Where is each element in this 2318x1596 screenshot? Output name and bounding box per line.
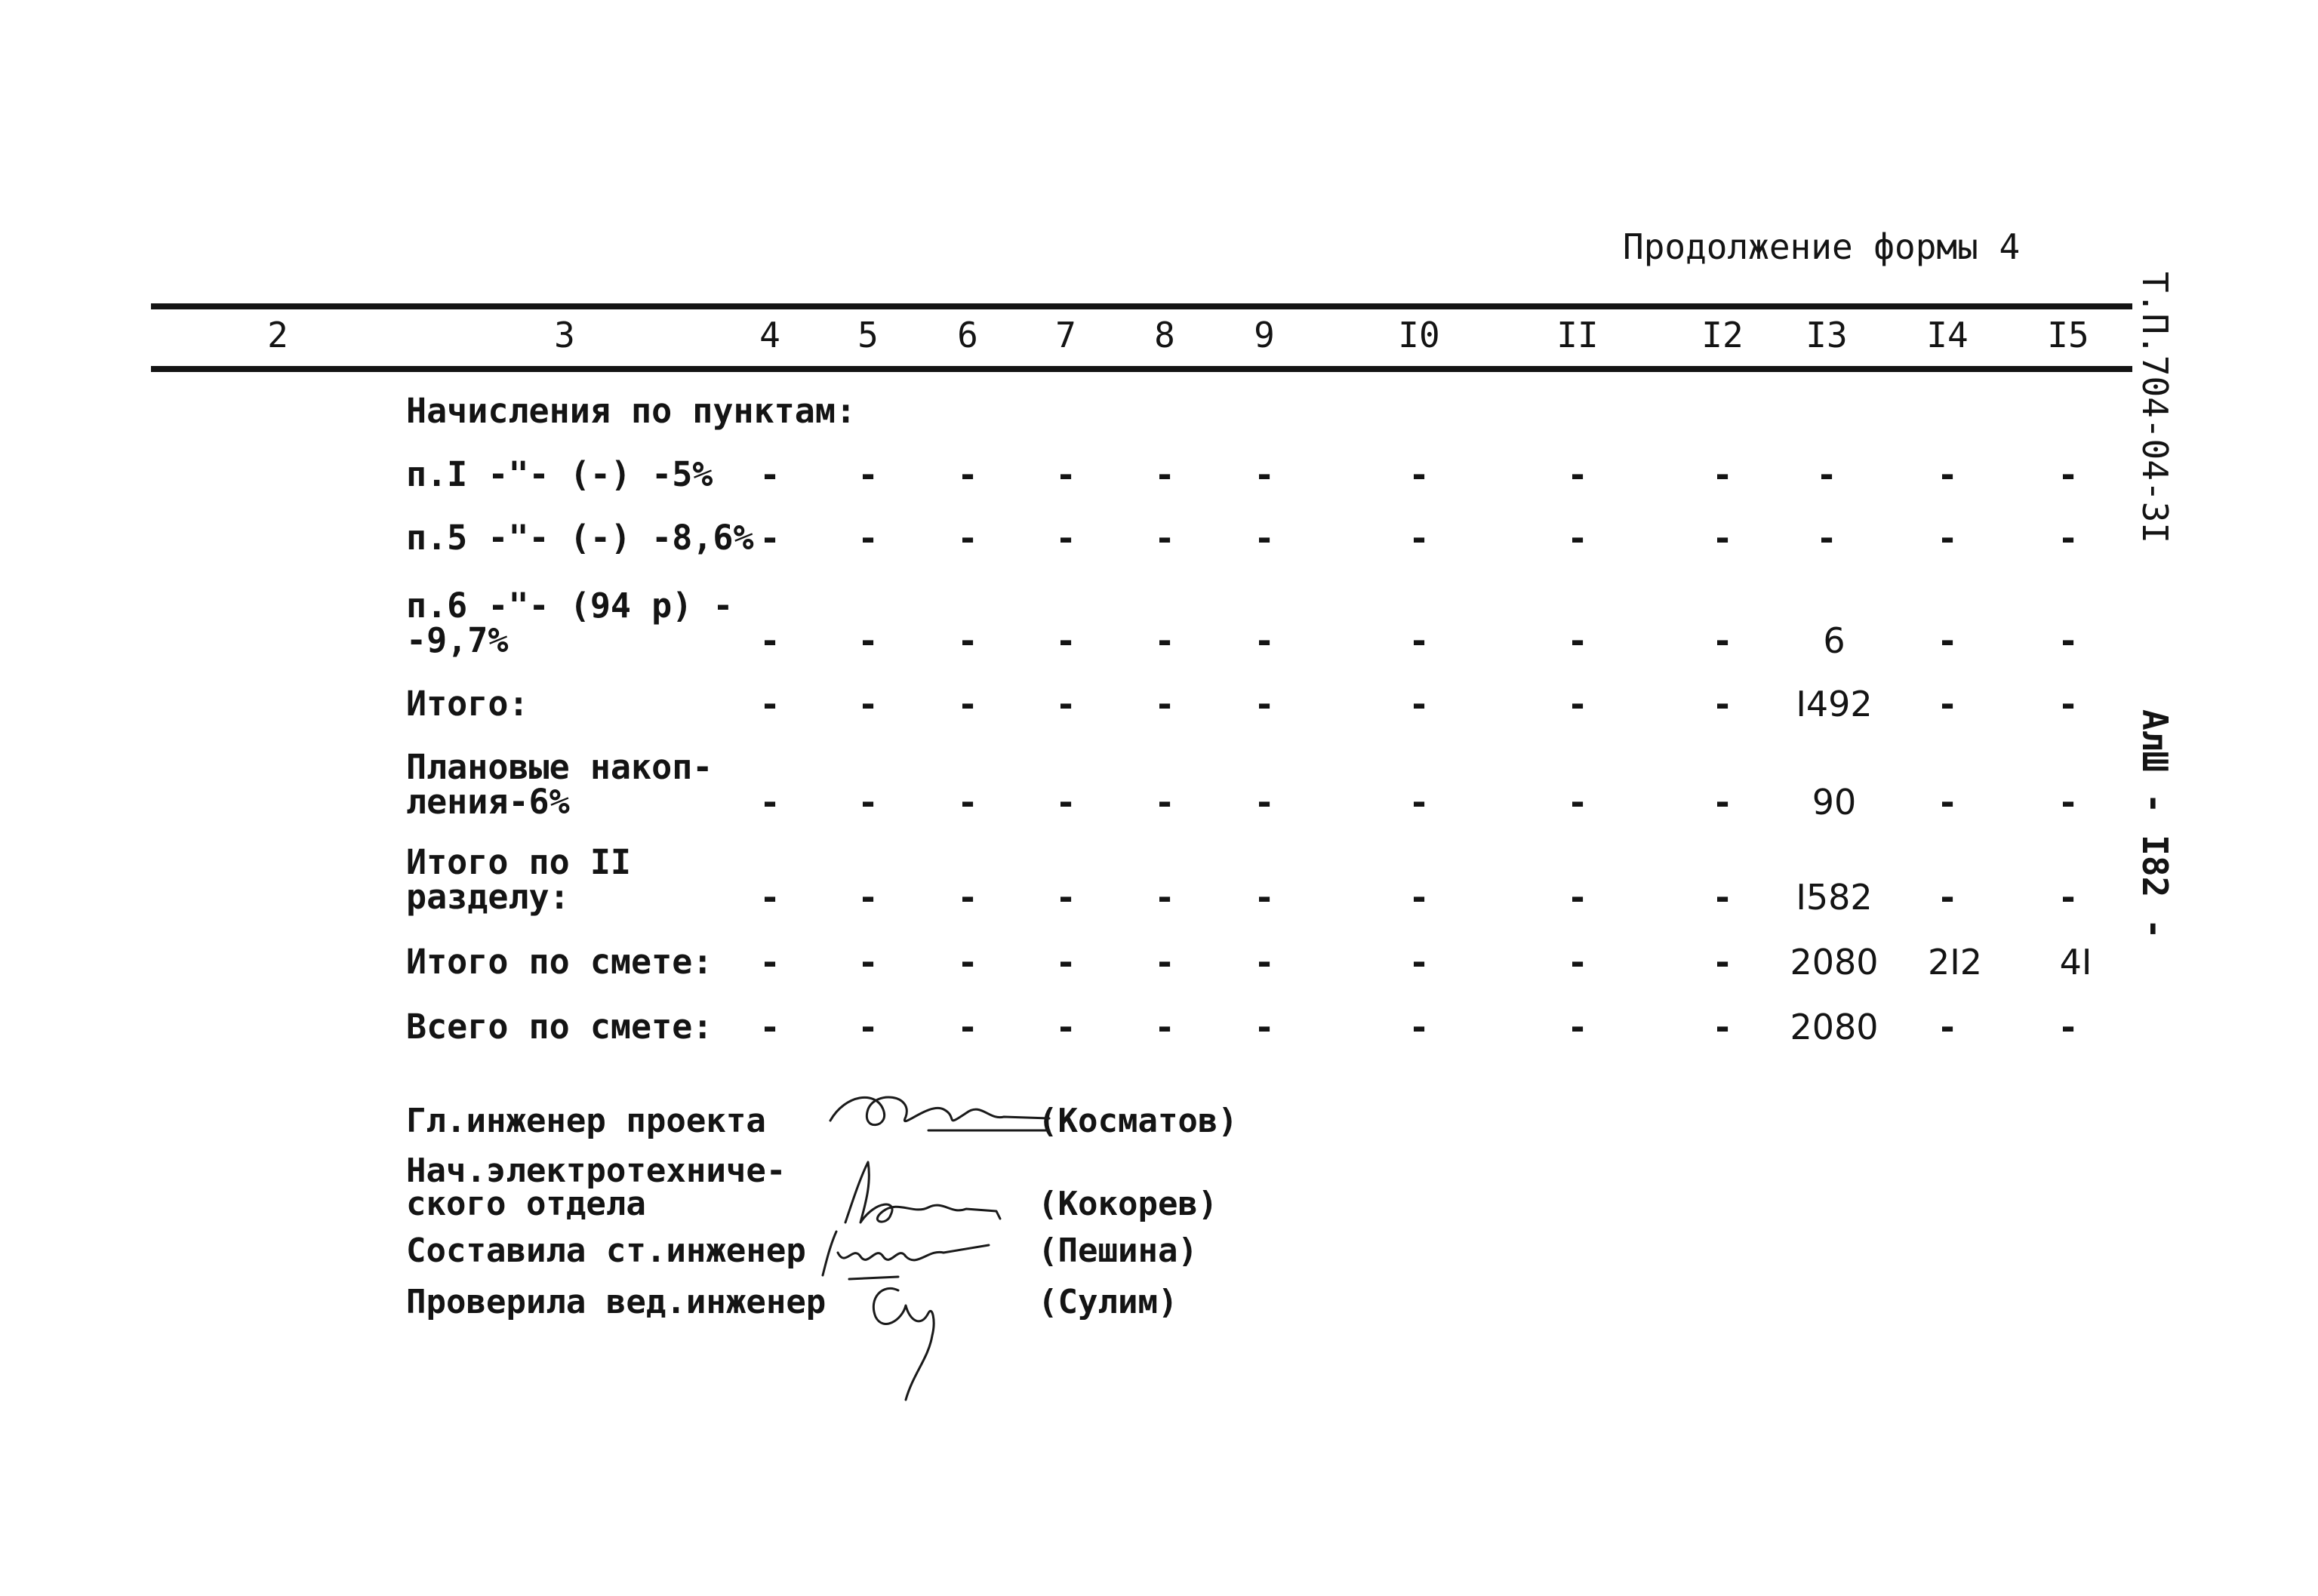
table-cell: - <box>1257 518 1272 558</box>
table-cell: 2080 <box>1790 1007 1879 1047</box>
signatory-role: Проверила вед.инженер <box>406 1283 827 1321</box>
signatory-name: (Пешина) <box>1038 1232 1198 1270</box>
table-cell: - <box>1411 518 1427 558</box>
table-cell: - <box>2061 877 2076 918</box>
table-cell: - <box>1940 782 1955 823</box>
table-cell: - <box>1058 942 1073 983</box>
table-cell: - <box>1715 942 1730 983</box>
table-cell: - <box>1058 782 1073 823</box>
table-cell: - <box>1157 454 1172 495</box>
table-cell: - <box>1157 942 1172 983</box>
table-cell: - <box>762 782 777 823</box>
table-cell: - <box>762 1007 777 1047</box>
table-cell: - <box>1819 518 1834 558</box>
signatory-name: (Кокорев) <box>1038 1185 1218 1223</box>
row-label: п.5 -"- (-) -8,6% <box>406 518 754 558</box>
table-cell: - <box>1157 620 1172 661</box>
table-cell: - <box>1411 877 1427 918</box>
column-header: II <box>1556 315 1599 355</box>
table-cell: - <box>2061 782 2076 823</box>
table-cell: - <box>1058 877 1073 918</box>
column-header: 5 <box>857 315 879 355</box>
table-cell: - <box>1257 684 1272 724</box>
table-cell: - <box>2061 1007 2076 1047</box>
table-cell: 2080 <box>1790 942 1879 983</box>
column-header: 6 <box>957 315 978 355</box>
table-cell: - <box>1411 454 1427 495</box>
table-cell: - <box>1257 620 1272 661</box>
table-cell: I582 <box>1796 877 1873 918</box>
row-label: п.I -"- (-) -5% <box>406 454 713 494</box>
side-album-code: АлШ - I82 - <box>2135 709 2175 939</box>
column-header: I5 <box>2047 315 2089 355</box>
table-cell: - <box>1157 877 1172 918</box>
table-cell: - <box>1257 1007 1272 1047</box>
table-cell: - <box>1157 684 1172 724</box>
table-cell: I492 <box>1796 684 1873 724</box>
table-cell: - <box>1570 877 1585 918</box>
table-cell: - <box>1257 877 1272 918</box>
table-cell: - <box>1411 782 1427 823</box>
signatory-name: (Сулим) <box>1038 1283 1178 1321</box>
table-cell: 90 <box>1812 782 1857 823</box>
table-cell: - <box>960 518 975 558</box>
table-cell: - <box>1940 620 1955 661</box>
table-cell: - <box>1058 518 1073 558</box>
table-cell: - <box>2061 620 2076 661</box>
table-cell: - <box>1940 454 1955 495</box>
row-label: Итого по II разделу: <box>406 842 632 917</box>
table-cell: - <box>1411 942 1427 983</box>
table-cell: - <box>1570 454 1585 495</box>
table-cell: - <box>1257 782 1272 823</box>
table-cell: - <box>1411 620 1427 661</box>
row-label: Всего по смете: <box>406 1007 713 1047</box>
table-cell: - <box>1570 1007 1585 1047</box>
handwritten-signature <box>860 1275 966 1404</box>
signatory-name: (Косматов) <box>1038 1102 1238 1140</box>
table-cell: 2I2 <box>1927 942 1983 983</box>
column-header: 9 <box>1254 315 1275 355</box>
table-cell: - <box>1257 942 1272 983</box>
table-cell: 4I <box>2059 942 2092 983</box>
table-cell: - <box>1570 782 1585 823</box>
table-cell: - <box>1570 620 1585 661</box>
table-cell: - <box>860 877 876 918</box>
row-label: Начисления по пунктам: <box>406 391 857 431</box>
table-cell: - <box>1819 454 1834 495</box>
column-header: I2 <box>1701 315 1744 355</box>
table-cell: - <box>1940 877 1955 918</box>
table-cell: - <box>960 1007 975 1047</box>
table-cell: - <box>860 620 876 661</box>
table-cell: - <box>1058 684 1073 724</box>
column-header: 3 <box>554 315 575 355</box>
table-cell: - <box>960 782 975 823</box>
row-label: Плановые накоп- ления-6% <box>406 747 713 822</box>
table-cell: - <box>960 684 975 724</box>
table-cell: - <box>2061 684 2076 724</box>
side-project-code: Т.П.704-04-3I <box>2135 272 2175 544</box>
table-cell: - <box>1715 620 1730 661</box>
signatory-role: Нач.электротехниче- ского отдела <box>406 1152 787 1223</box>
table-cell: - <box>1257 454 1272 495</box>
table-cell: - <box>762 684 777 724</box>
signatory-role: Гл.инженер проекта <box>406 1102 766 1140</box>
table-cell: - <box>1157 782 1172 823</box>
table-cell: - <box>1157 518 1172 558</box>
column-header: 7 <box>1055 315 1076 355</box>
table-cell: - <box>860 454 876 495</box>
table-cell: - <box>1058 620 1073 661</box>
table-cell: - <box>1715 782 1730 823</box>
table-cell: - <box>860 782 876 823</box>
table-cell: - <box>1058 454 1073 495</box>
table-cell: - <box>1715 684 1730 724</box>
table-cell: 6 <box>1823 620 1845 661</box>
column-header: 2 <box>267 315 288 355</box>
column-header: I3 <box>1805 315 1848 355</box>
table-cell: - <box>960 942 975 983</box>
table-cell: - <box>1715 454 1730 495</box>
table-cell: - <box>2061 454 2076 495</box>
table-cell: - <box>960 877 975 918</box>
table-cell: - <box>860 518 876 558</box>
table-cell: - <box>762 454 777 495</box>
continuation-title: Продолжение формы 4 <box>1623 226 2021 267</box>
table-cell: - <box>960 620 975 661</box>
table-cell: - <box>2061 518 2076 558</box>
table-cell: - <box>1411 684 1427 724</box>
table-cell: - <box>1715 1007 1730 1047</box>
column-header: 8 <box>1154 315 1175 355</box>
row-label: п.6 -"- (94 р) - -9,7% <box>406 586 734 660</box>
table-cell: - <box>762 620 777 661</box>
table-cell: - <box>1940 518 1955 558</box>
table-cell: - <box>1715 877 1730 918</box>
table-cell: - <box>1570 942 1585 983</box>
table-cell: - <box>1411 1007 1427 1047</box>
table-cell: - <box>762 942 777 983</box>
table-cell: - <box>1157 1007 1172 1047</box>
column-header: I4 <box>1926 315 1969 355</box>
table-cell: - <box>1940 1007 1955 1047</box>
table-cell: - <box>1570 518 1585 558</box>
column-header: I0 <box>1398 315 1440 355</box>
signatory-role: Составила ст.инженер <box>406 1232 806 1270</box>
row-label: Итого по смете: <box>406 942 713 982</box>
table-cell: - <box>960 454 975 495</box>
table-cell: - <box>1715 518 1730 558</box>
table-cell: - <box>860 942 876 983</box>
table-cell: - <box>860 684 876 724</box>
row-label: Итого: <box>406 684 529 724</box>
table-cell: - <box>762 518 777 558</box>
table-cell: - <box>1058 1007 1073 1047</box>
column-header: 4 <box>759 315 780 355</box>
table-cell: - <box>762 877 777 918</box>
table-cell: - <box>1940 684 1955 724</box>
table-cell: - <box>1570 684 1585 724</box>
table-cell: - <box>860 1007 876 1047</box>
